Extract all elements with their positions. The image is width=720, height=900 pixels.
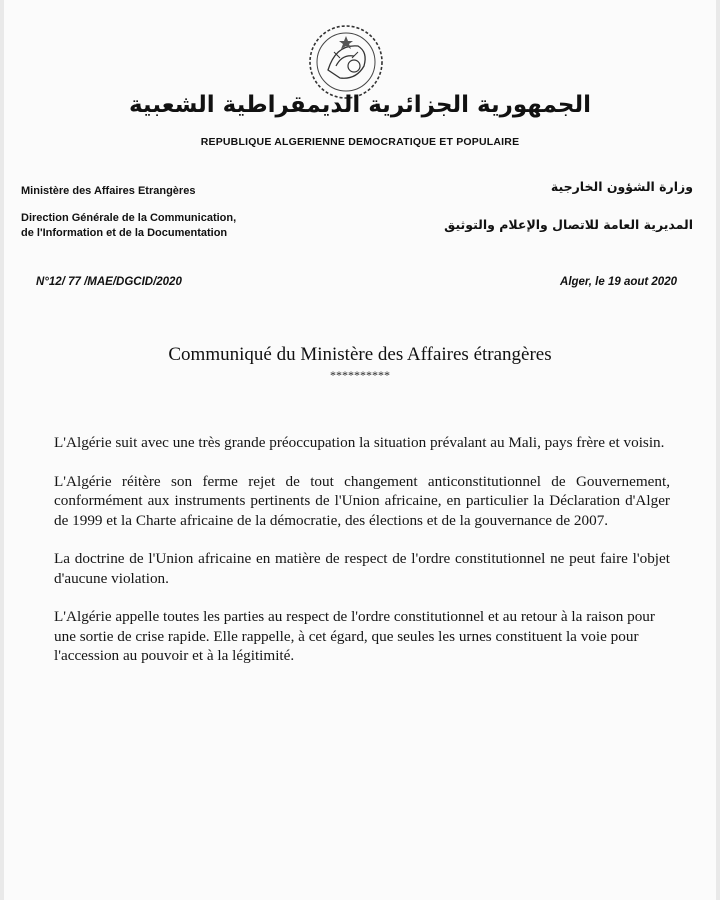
document-date: Alger, le 19 aout 2020 [560, 276, 677, 288]
direction-ar: المديرية العامة للاتصال والإعلام والتوثيق [444, 217, 693, 232]
document-page [4, 0, 716, 900]
direction-line-1: Direction Générale de la Communication, [21, 212, 237, 224]
paragraph-1: L'Algérie suit avec une très grande préoccupation la situation prévalant au Mali, pays frère et voisin. [54, 434, 665, 451]
paragraph-3: La doctrine de l'Union africaine en matière de respect de l'ordre constitutionnel ne peut faire l'objet d'aucune violation. [54, 550, 670, 587]
document-body [54, 433, 670, 685]
paragraph-4: L'Algérie appelle toutes les parties au respect de l'ordre constitutionnel et au retour à la raison pour une sortie de crise rapide. Elle rappelle, à cet égard, que seules les urnes constituent la voie pour l'accession au pouvoir et à la légitimité. [54, 608, 655, 664]
paragraph-2: L'Algérie réitère son ferme rejet de tout changement anticonstitutionnel de Gouvernement, conformément aux instruments pertinents de l'Union africaine, en particulier la Déclaration d'Alger de 1999 et la Charte africaine de la démocratie, des élections et de la gouvernance de 2007. [54, 472, 670, 529]
title-separator: ********** [330, 368, 390, 382]
national-emblem-icon [306, 22, 386, 102]
ministry-name-ar: وزارة الشؤون الخارجية [550, 179, 693, 194]
ministry-block-fr [21, 184, 321, 241]
direction-line-2: de l'Information et de la Documentation [21, 227, 228, 239]
ministry-block-ar [373, 178, 693, 234]
reference-number: N°12/ 77 /MAE/DGCID/2020 [36, 276, 182, 288]
french-republic-title: REPUBLIQUE ALGERIENNE DEMOCRATIQUE ET POPULAIRE [200, 136, 520, 148]
arabic-republic-title: الجمهورية الجزائرية الديمقراطية الشعبية [128, 92, 592, 118]
ministry-name: Ministère des Affaires Etrangères [21, 185, 196, 197]
document-title: Communiqué du Ministère des Affaires étrangères [168, 344, 552, 365]
